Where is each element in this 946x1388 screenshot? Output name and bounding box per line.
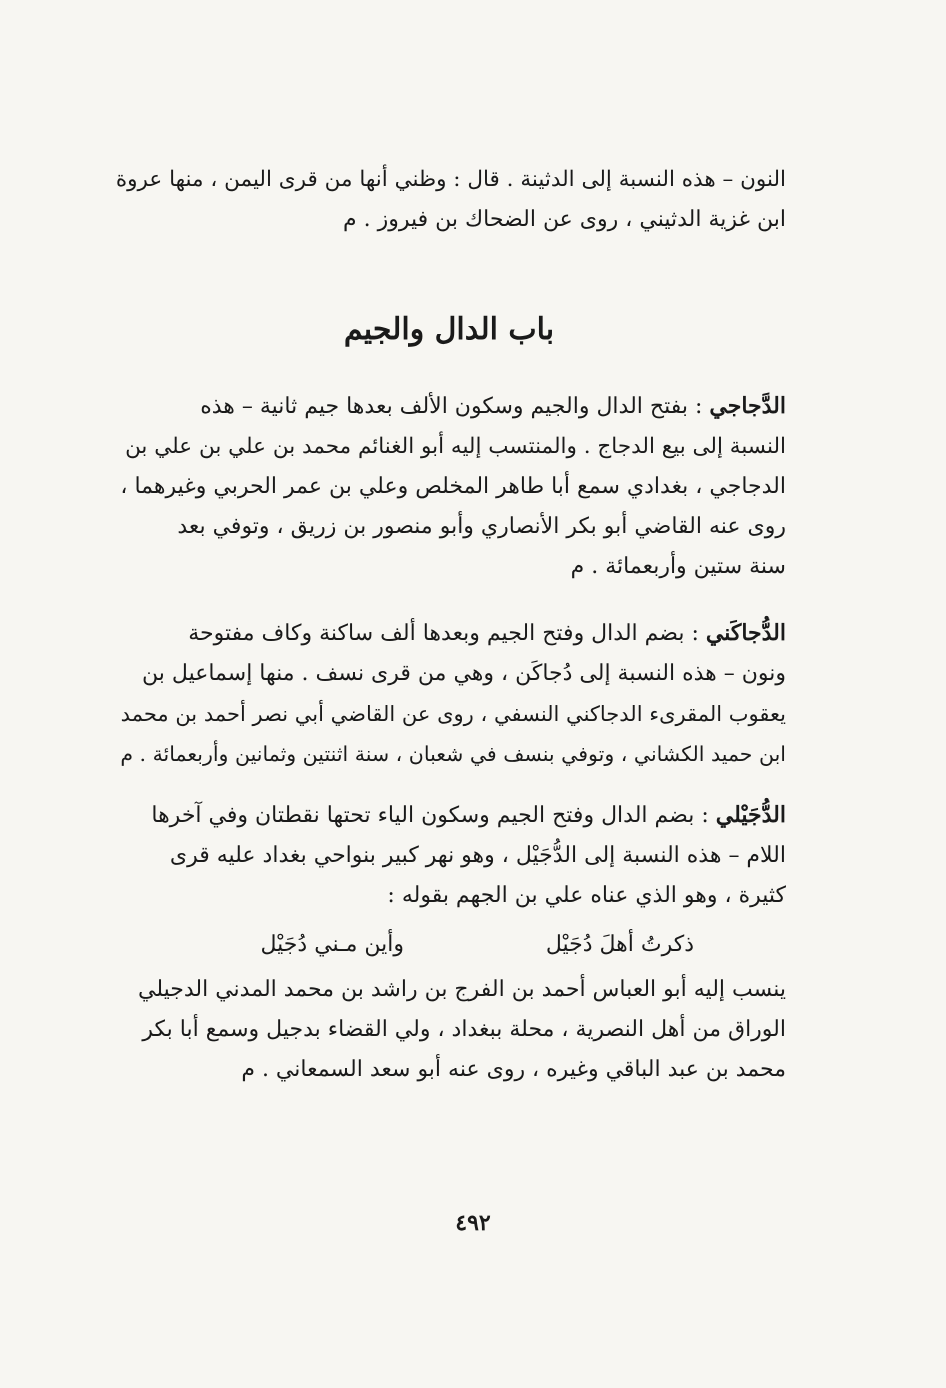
after-verse-paragraph	[112, 970, 786, 1090]
text-line: ابن غزية الدثيني ، روى عن الضحاك بن فيروز . م	[343, 207, 786, 232]
text-line: يعقوب المقرىء الدجاكني النسفي ، روى عن القاضي أبي نصر أحمد بن محمد	[120, 702, 786, 726]
text-line: كثيرة ، وهو الذي عناه علي بن الجهم بقوله :	[387, 883, 786, 908]
entry-definition-start: : بفتح الدال والجيم وسكون الألف بعدها جيم ثانية – هذه	[200, 394, 710, 419]
text-line	[112, 386, 786, 427]
entry-definition-start: : بضم الدال وفتح الجيم وسكون الياء تحتها نقطتان وفي آخرها	[151, 803, 716, 828]
text-line: الوراق من أهل النصرية ، محلة ببغداد ، ولي القضاء بدجيل وسمع أبا بكر	[142, 1017, 786, 1042]
text-line: ينسب إليه أبو العباس أحمد بن الفرج بن راشد بن محمد المدني الدجيلي	[138, 977, 786, 1002]
page-number: ٤٩٢	[455, 1210, 491, 1236]
verse-second-hemistich: وأين مـني دُجَيْل	[260, 932, 404, 957]
entry-dajaji	[112, 386, 786, 587]
entry-headword: الدُّجاكَني	[705, 620, 786, 646]
text-line: النسبة إلى بيع الدجاج . والمنتسب إليه أبو الغنائم محمد بن علي بن علي بن	[125, 434, 786, 459]
text-line: محمد بن عبد الباقي وغيره ، روى عنه أبو سعد السمعاني . م	[241, 1057, 786, 1082]
text-line: سنة ستين وأربعمائة . م	[570, 554, 786, 579]
entry-headword: الدُّجَيْلي	[715, 802, 786, 828]
text-line: ابن حميد الكشاني ، وتوفي بنسف في شعبان ، سنة اثنتين وثمانين وأربعمائة . م	[120, 742, 786, 766]
text-line: الدجاجي ، بغدادي سمع أبا طاهر المخلص وعلي بن عمر الحربي وغيرهما ،	[120, 474, 786, 499]
text-line: ونون – هذه النسبة إلى دُجاكَن ، وهي من قرى نسف . منها إسماعيل بن	[142, 661, 786, 686]
entry-dujayli	[112, 795, 786, 916]
entry-dujakani	[112, 613, 786, 774]
text-line: النون – هذه النسبة إلى الدثينة . قال : وظني أنها من قرى اليمن ، منها عروة	[115, 167, 786, 192]
verse-first-hemistich: ذكرتُ أهلَ دُجَيْل	[545, 932, 694, 957]
text-line: اللام – هذه النسبة إلى الدُّجَيْل ، وهو نهر كبير بنواحي بغداد عليه قرى	[169, 843, 786, 868]
text-line: روى عنه القاضي أبو بكر الأنصاري وأبو منصور بن زريق ، وتوفي بعد	[177, 514, 786, 539]
entry-definition-start: : بضم الدال وفتح الجيم وبعدها ألف ساكنة وكاف مفتوحة	[188, 621, 706, 646]
section-heading: باب الدال والجيم	[343, 312, 555, 347]
text-line	[112, 795, 786, 836]
entry-headword: الدَّجاجي	[709, 393, 786, 419]
intro-paragraph	[112, 160, 786, 240]
text-line	[112, 613, 786, 654]
